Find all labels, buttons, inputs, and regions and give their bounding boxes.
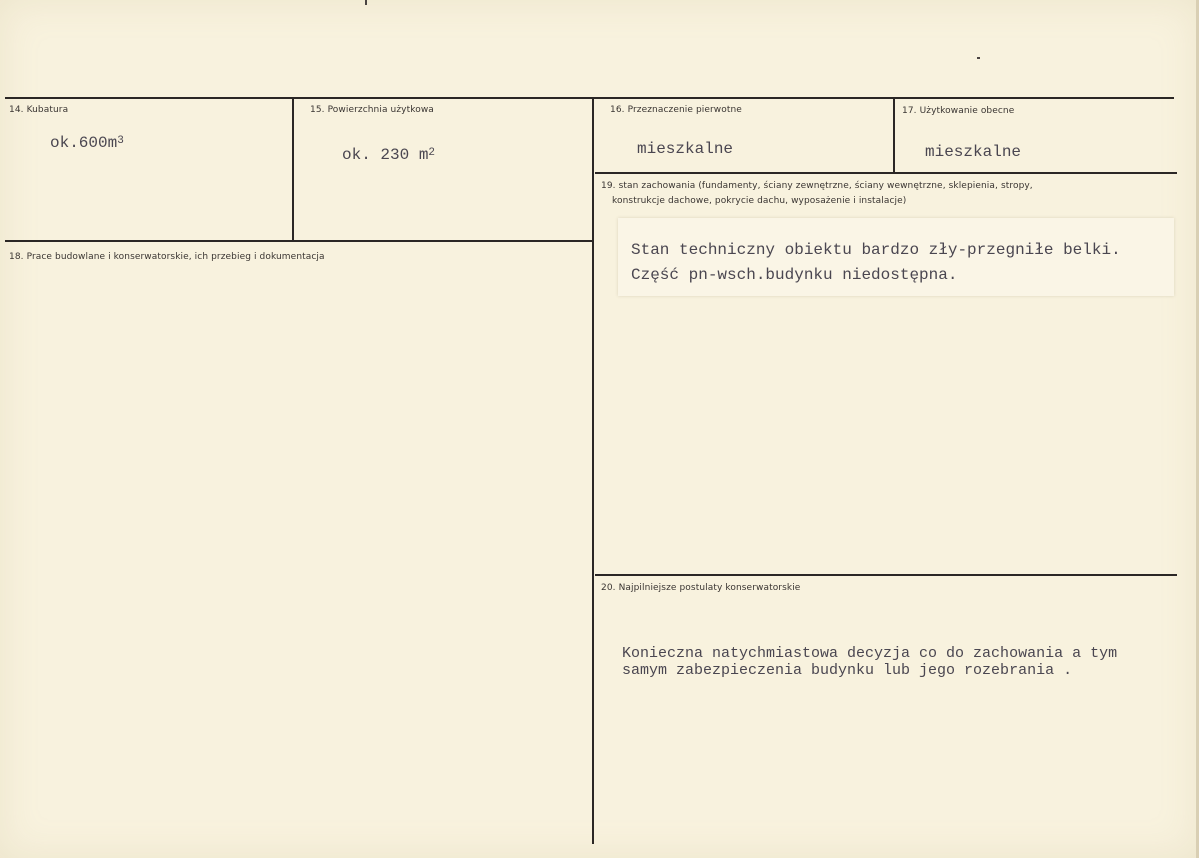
rule-under-16-17 bbox=[595, 172, 1177, 174]
field-14-label: 14. Kubatura bbox=[9, 105, 69, 115]
field-15-label: 15. Powierzchnia użytkowa bbox=[310, 105, 434, 115]
field-19-label-line1: 19. stan zachowania (fundamenty, ściany zewnętrzne, ściany wewnętrzne, sklepienia, stropy, bbox=[601, 181, 1033, 191]
divider-16-17 bbox=[893, 98, 895, 173]
field-19-text-line1: Stan techniczny obiektu bardzo zły-przegniłe belki. bbox=[631, 241, 1121, 259]
main-divider bbox=[592, 98, 594, 844]
field-19-label-line2: konstrukcje dachowe, pokrycie dachu, wyposażenie i instalacje) bbox=[612, 196, 907, 206]
top-rule bbox=[5, 97, 1174, 99]
field-16-label: 16. Przeznaczenie pierwotne bbox=[610, 105, 742, 115]
field-20-label: 20. Najpilniejsze postulaty konserwatorskie bbox=[601, 583, 801, 593]
field-18-label: 18. Prace budowlane i konserwatorskie, ich przebieg i dokumentacja bbox=[9, 252, 325, 262]
field-14-value: $ok.600m^3$ bbox=[50, 134, 124, 152]
field-17-value: mieszkalne bbox=[925, 143, 1022, 161]
field-17-label: 17. Użytkowanie obecne bbox=[902, 106, 1015, 116]
field-20-text-line1: Konieczna natychmiastowa decyzja co do zachowania a tym bbox=[622, 645, 1118, 662]
field-20-text-line2: samym zabezpieczenia budynku lub jego rozebrania . bbox=[622, 662, 1073, 679]
divider-14-15 bbox=[292, 98, 294, 241]
rule-under-14-15 bbox=[5, 240, 593, 242]
field-16-value: mieszkalne bbox=[637, 140, 734, 158]
ink-dot bbox=[977, 57, 980, 59]
field-15-value: ok. 230 $m^2$ bbox=[342, 146, 436, 164]
field-19-text-line2: Część pn-wsch.budynku niedostępna. bbox=[631, 266, 958, 284]
top-tick-mark bbox=[365, 0, 367, 5]
rule-above-20 bbox=[595, 574, 1177, 576]
